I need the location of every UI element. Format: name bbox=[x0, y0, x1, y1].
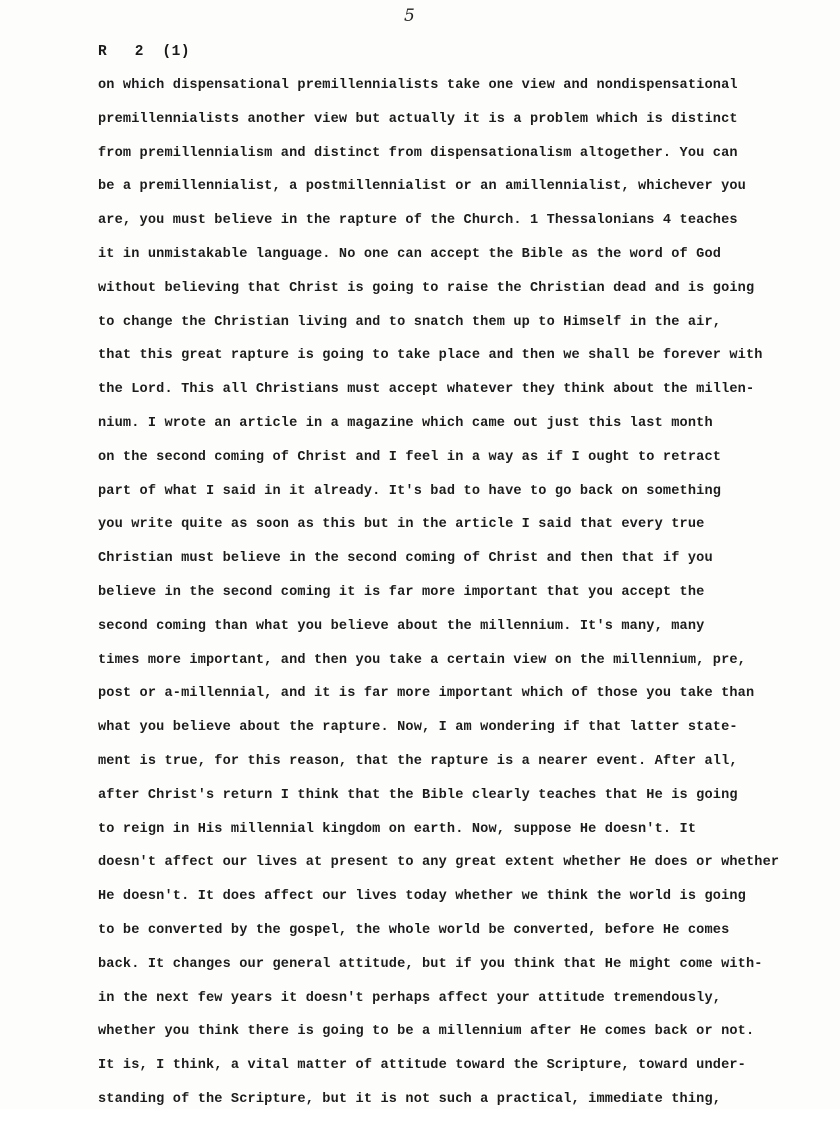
text-line: what you believe about the rapture. Now, I am wondering if that latter state- bbox=[98, 720, 738, 736]
text-line: standing of the Scripture, but it is not such a practical, immediate thing, bbox=[98, 1091, 722, 1107]
text-line: believe in the second coming it is far more important that you accept the bbox=[98, 584, 705, 600]
text-line: Christian must believe in the second coming of Christ and then that if you bbox=[98, 551, 713, 567]
text-line: back. It changes our general attitude, but if you think that He might come with- bbox=[98, 956, 763, 972]
text-line: He doesn't. It does affect our lives today whether we think the world is going bbox=[98, 889, 746, 905]
text-line: part of what I said in it already. It's bad to have to go back on something bbox=[98, 483, 722, 499]
text-line: without believing that Christ is going to raise the Christian dead and is going bbox=[98, 280, 755, 296]
text-line: to change the Christian living and to snatch them up to Himself in the air, bbox=[98, 314, 722, 330]
text-line: on the second coming of Christ and I feel in a way as if I ought to retract bbox=[98, 449, 722, 465]
text-line: be a premillennialist, a postmillennialist or an amillennialist, whichever you bbox=[98, 179, 746, 195]
body-text bbox=[98, 76, 798, 1124]
section-reference: R 2 (1) bbox=[98, 44, 191, 60]
text-line: it in unmistakable language. No one can accept the Bible as the word of God bbox=[98, 246, 722, 262]
text-line: are, you must believe in the rapture of the Church. 1 Thessalonians 4 teaches bbox=[98, 213, 738, 229]
text-line: It is, I think, a vital matter of attitude toward the Scripture, toward under- bbox=[98, 1058, 746, 1074]
text-line: whether you think there is going to be a millennium after He comes back or not. bbox=[98, 1024, 755, 1040]
text-line: second coming than what you believe about the millennium. It's many, many bbox=[98, 618, 705, 634]
text-line: the Lord. This all Christians must accept whatever they think about the millen- bbox=[98, 382, 755, 398]
text-line: doesn't affect our lives at present to any great extent whether He does or whether bbox=[98, 855, 780, 871]
text-line: from premillennialism and distinct from dispensationalism altogether. You can bbox=[98, 145, 738, 161]
text-line: nium. I wrote an article in a magazine which came out just this last month bbox=[98, 415, 713, 431]
text-line: ment is true, for this reason, that the rapture is a nearer event. After all, bbox=[98, 753, 738, 769]
text-line: that this great rapture is going to take place and then we shall be forever with bbox=[98, 348, 763, 364]
text-line: you write quite as soon as this but in the article I said that every true bbox=[98, 517, 705, 533]
text-line: on which dispensational premillennialists take one view and nondispensational bbox=[98, 78, 738, 93]
text-line: to reign in His millennial kingdom on earth. Now, suppose He doesn't. It bbox=[98, 821, 697, 837]
page-number: 5 bbox=[404, 6, 415, 26]
text-line: to be converted by the gospel, the whole world be converted, before He comes bbox=[98, 922, 730, 938]
text-line: after Christ's return I think that the Bible clearly teaches that He is going bbox=[98, 787, 738, 803]
text-line: post or a-millennial, and it is far more important which of those you take than bbox=[98, 686, 755, 702]
text-line: premillennialists another view but actually it is a problem which is distinct bbox=[98, 111, 738, 127]
text-line: times more important, and then you take a certain view on the millennium, pre, bbox=[98, 652, 746, 668]
text-line: in the next few years it doesn't perhaps affect your attitude tremendously, bbox=[98, 990, 722, 1006]
